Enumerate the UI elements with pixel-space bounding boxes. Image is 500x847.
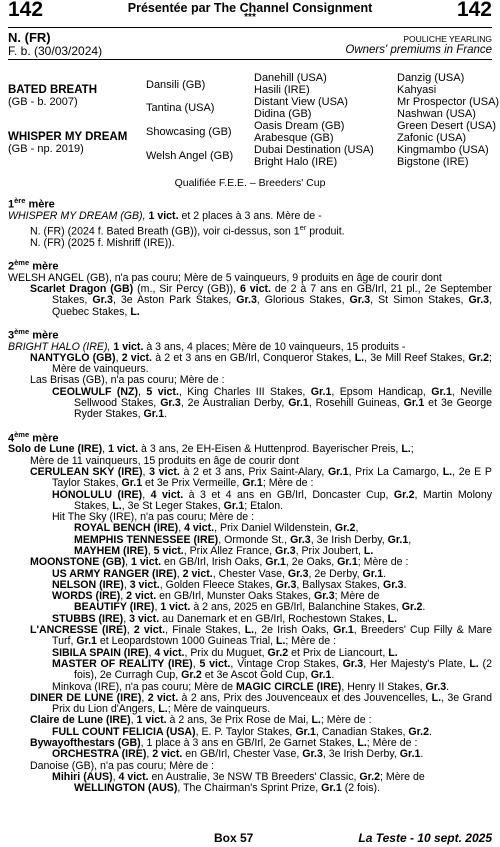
second-dam-text: WELSH ANGEL (GB), n'a pas couru; Mère de 5 vainqueurs, 9 produits en âge de courir dont bbox=[8, 271, 442, 284]
sale-place-date: La Teste - 10 sept. 2025 bbox=[358, 831, 492, 845]
pedigree-gen3: Hasili (IRE) bbox=[254, 84, 310, 96]
produce-line: Mihiri (AUS), 4 vict. en Australie, 3e NSW TB Breeders' Classic, Gr.2; Mère de bbox=[52, 770, 425, 783]
produce-line: N. (FR) (2025 f. Mishriff (IRE)). bbox=[30, 236, 175, 249]
pedigree-gen4: Zafonic (USA) bbox=[397, 132, 467, 144]
pedigree-gen2: Showcasing (GB) bbox=[146, 126, 232, 138]
produce-line: CERULEAN SKY (IRE), 3 vict. à 2 et 3 ans, Prix Saint-Alary, Gr.1, Prix La Camargo, L., 2e E P Taylor Stakes, Gr.1 et 3e Prix Vermeille, Gr.1; Mère de : bbox=[30, 465, 492, 490]
dam-heading-4: 4ème mère bbox=[8, 429, 59, 445]
pedigree-gen2: Welsh Angel (GB) bbox=[146, 150, 234, 162]
produce-line: MAYHEM (IRE), 5 vict., Prix Allez France, Gr.3, Prix Joubert, L. bbox=[74, 544, 374, 557]
pedigree-gen3: Didina (GB) bbox=[254, 108, 312, 120]
pedigree-gen4: Danzig (USA) bbox=[397, 72, 465, 84]
dam-heading-2: 2ème mère bbox=[8, 258, 59, 273]
pedigree-gen2: Dansili (GB) bbox=[146, 79, 206, 91]
pedigree-gen2: Tantina (USA) bbox=[146, 102, 215, 114]
produce-line: NANTYGLO (GB), 2 vict. à 2 et 3 ans en GB/Irl, Conqueror Stakes, L., 3e Mill Reef Stakes, Gr.2; Mère de vainqueurs. bbox=[30, 351, 492, 376]
first-dam-text: WHISPER MY DREAM (GB), 1 vict. et 2 places à 3 ans. Mère de - bbox=[8, 209, 322, 222]
pedigree-gen3: Oasis Dream (GB) bbox=[254, 120, 345, 132]
box-number: Box 57 bbox=[214, 831, 254, 845]
produce-line: WORDS (IRE), 2 vict. en GB/Irl, Munster Oaks Stakes, Gr.3; Mère de bbox=[52, 590, 380, 603]
dam-heading-1: 1ère mère bbox=[8, 196, 55, 211]
produce-line: SIBILA SPAIN (IRE), 4 vict., Prix du Muguet, Gr.2 et Prix de Liancourt, L. bbox=[52, 646, 398, 659]
produce-line: US ARMY RANGER (IRE), 2 vict., Chester Vase, Gr.3, 2e Derby, Gr.1. bbox=[52, 567, 387, 580]
pedigree-gen4: Green Desert (USA) bbox=[397, 120, 497, 132]
family-section bbox=[8, 195, 492, 795]
produce-line: Las Brisas (GB), n'a pas couru; Mère de : bbox=[30, 374, 225, 387]
qualification: Qualifiée F.E.E. – Breeders' Cup bbox=[174, 177, 326, 189]
produce-line: Scarlet Dragon (GB) (m., Sir Percy (GB)), 6 vict. de 2 à 7 ans en GB/Irl, 21 pl., 2e September Stakes, Gr.3, 3e Aston Park Stakes, Gr.3, Glorious Stakes, Gr.3, St Simon Stakes, Gr.3, Quebec Stakes, L. bbox=[30, 283, 493, 318]
header-rule bbox=[8, 27, 492, 28]
pedigree-gen3: Danehill (USA) bbox=[254, 72, 327, 84]
produce-line: ORCHESTRA (IRE), 2 vict. en GB/Irl, Chester Vase, Gr.3, 3e Irish Derby, Gr.1. bbox=[52, 748, 424, 761]
pedigree-gen4: Kingmambo (USA) bbox=[397, 144, 489, 156]
third-dam-text: BRIGHT HALO (IRE), 1 vict. à 3 ans, 4 places; Mère de 10 vainqueurs, 15 produits - bbox=[8, 340, 406, 353]
pedigree-gen3: Distant View (USA) bbox=[254, 96, 348, 108]
pedigree-gen3: Arabesque (GB) bbox=[254, 132, 334, 144]
produce-line: Minkova (IRE), n'a pas couru; Mère de MAGIC CIRCLE (IRE), Henry II Stakes, Gr.3. bbox=[52, 680, 450, 693]
produce-line: Bywayofthestars (GB), 1 place à 3 ans en GB/Irl, 2e Garnet Stakes, L.; Mère de : bbox=[30, 737, 418, 750]
dam-name: WHISPER MY DREAM bbox=[8, 131, 128, 143]
pedigree-gen4: Bigstone (IRE) bbox=[397, 156, 469, 168]
lot-number-right: 142 bbox=[456, 0, 492, 21]
produce-line: MASTER OF REALITY (IRE), 5 vict., Vintage Crop Stakes, Gr.3, Her Majesty's Plate, L. (2 fois), 2e Curragh Cup, Gr.2 et 3e Ascot Gold Cup, Gr.1. bbox=[52, 657, 492, 682]
produce-line: STUBBS (IRE), 3 vict. au Danemark et en GB/Irl, Rochestown Stakes, L. bbox=[52, 612, 398, 625]
pedigree-gen4: Kahyasi bbox=[397, 84, 437, 96]
produce-line: Claire de Lune (IRE), 1 vict. à 2 ans, 3e Prix Rose de Mai, L.; Mère de : bbox=[30, 714, 372, 727]
sire-detail: (GB - b. 2007) bbox=[8, 96, 78, 108]
consignor-title: Présentée par The Channel Consignment bbox=[127, 1, 373, 15]
sire-name: BATED BREATH bbox=[8, 84, 98, 96]
lot-number-left: 142 bbox=[8, 0, 44, 21]
produce-line: L'ANCRESSE (IRE), 2 vict., Finale Stakes, L., 2e Irish Oaks, Gr.1, Breeders' Cup Filly & Mare Turf, Gr.1 et Leopardstown 1000 Guineas Trial, L.; Mère de : bbox=[30, 624, 492, 648]
horse-birth: F. b. (30/03/2024) bbox=[8, 44, 103, 58]
produce-line: FULL COUNT FELICIA (USA), E. P. Taylor Stakes, Gr.1, Canadian Stakes, Gr.2. bbox=[52, 725, 432, 738]
pedigree-rule bbox=[8, 59, 492, 60]
produce-line: CEOLWULF (NZ), 5 vict., King Charles III Stakes, Gr.1, Epsom Handicap, Gr.1, Neville Sellwood Stakes, Gr.3, 2e Australian Derby, Gr.1, Rosehill Guineas, Gr.1 et 3e George Ryder Stakes, Gr.1. bbox=[52, 385, 492, 421]
produce-line: HONOLULU (IRE), 4 vict. à 3 et 4 ans en GB/Irl, Doncaster Cup, Gr.2, Martin Molony Stakes, L., 3e St Leger Stakes, Gr.1; Etalon. bbox=[52, 488, 493, 512]
horse-name: N. (FR) bbox=[8, 30, 51, 45]
owners-premiums: Owners' premiums in France bbox=[345, 44, 492, 56]
fourth-dam-summary: Mère de 11 vainqueurs, 15 produits en âge de courir dont bbox=[30, 454, 299, 467]
produce-line: BEAUTIFY (IRE), 1 vict. à 2 ans, 2025 en GB/Irl, Balanchine Stakes, Gr.2. bbox=[74, 601, 426, 614]
produce-line: DINER DE LUNE (IRE), 2 vict. à 2 ans, Prix des Jouvenceaux et des Jouvencelles, L., 3e Grand Prix du Lion d'Angers, L.; Mère de vainqueurs. bbox=[30, 691, 492, 716]
produce-line: MOONSTONE (GB), 1 vict. en GB/Irl, Irish Oaks, Gr.1, 2e Oaks, Gr.1; Mère de : bbox=[30, 556, 409, 569]
sale-category: POULICHE YEARLING bbox=[403, 34, 492, 44]
produce-line: Hit The Sky (IRE), n'a pas couru; Mère de : bbox=[52, 511, 255, 524]
header-stars: *** bbox=[244, 12, 256, 23]
pedigree-gen3: Dubai Destination (USA) bbox=[254, 144, 374, 156]
produce-line: N. (FR) (2024 f. Bated Breath (GB)), voir ci-dessus, son 1er produit. bbox=[30, 222, 345, 238]
produce-line: Danoise (GB), n'a pas couru; Mère de : bbox=[30, 759, 214, 772]
dam-detail: (GB - np. 2019) bbox=[8, 143, 84, 155]
produce-line: WELLINGTON (AUS), The Chairman's Sprint Prize, Gr.1 (2 fois). bbox=[74, 782, 381, 795]
produce-line: NELSON (IRE), 3 vict., Golden Fleece Stakes, Gr.3, Ballysax Stakes, Gr.3. bbox=[52, 578, 407, 591]
pedigree-gen4: Mr Prospector (USA) bbox=[397, 96, 500, 108]
pedigree-gen4: Nashwan (USA) bbox=[397, 108, 476, 120]
pedigree-gen3: Bright Halo (IRE) bbox=[254, 156, 338, 168]
produce-line: MEMPHIS TENNESSEE (IRE), Ormonde St., Gr.3, 3e Irish Derby, Gr.1, bbox=[74, 533, 412, 546]
fourth-dam-text: Solo de Lune (IRE), 1 vict. à 3 ans, 2e EH-Eisen & Huttenprod. Bayerischer Preis, L.; bbox=[8, 443, 414, 456]
dam-heading-3: 3ème mère bbox=[8, 326, 59, 342]
produce-line: ROYAL BENCH (IRE), 4 vict., Prix Daniel Wildenstein, Gr.2, bbox=[74, 522, 359, 535]
